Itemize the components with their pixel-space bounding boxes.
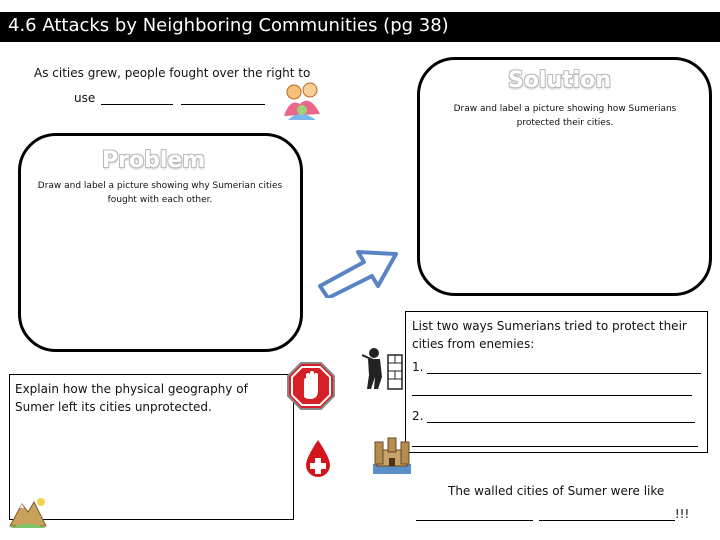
mountain-icon <box>8 494 48 530</box>
walled-line-2 <box>416 507 689 521</box>
list-item-2-blank[interactable] <box>427 410 695 423</box>
list-item-1-blank-2[interactable] <box>412 395 692 396</box>
walled-exclaim: !!! <box>674 507 690 521</box>
intro-use-label: use <box>74 91 96 105</box>
walled-blank-2[interactable] <box>539 508 675 521</box>
intro-line-1: As cities grew, people fought over the right to <box>34 66 311 80</box>
list-prompt: List two ways Sumerians tried to protect their cities from enemies: <box>412 319 687 351</box>
intro-line-2 <box>74 91 265 105</box>
list-item-2-label: 2. <box>412 409 424 423</box>
list-item-1-blank[interactable] <box>427 361 701 374</box>
list-item-2 <box>412 409 695 423</box>
list-item-2-blank-2[interactable] <box>412 446 698 447</box>
problem-instruction: Draw and label a picture showing why Sumerian cities fought with each other. <box>37 181 283 205</box>
list-item-1-label: 1. <box>412 360 424 374</box>
intro-blank-2[interactable] <box>181 92 265 105</box>
blood-drop-icon <box>304 438 332 478</box>
title-bar <box>0 12 720 42</box>
explain-prompt: Explain how the physical geography of Sumer left its cities unprotected. <box>15 382 248 414</box>
soldier-wall-icon <box>360 345 404 391</box>
solution-instruction: Draw and label a picture showing how Sumerians protected their cities. <box>453 104 677 128</box>
intro-blank-1[interactable] <box>101 92 173 105</box>
page-title: 4.6 Attacks by Neighboring Communities (pg 38) <box>8 15 449 36</box>
walled-line-1: The walled cities of Sumer were like <box>448 484 665 498</box>
list-item-1 <box>412 360 701 374</box>
castle-icon <box>369 436 415 476</box>
stop-hand-icon <box>286 361 336 411</box>
problem-heading: Problem <box>102 148 206 173</box>
walled-blank-1[interactable] <box>416 508 533 521</box>
solution-heading: Solution <box>508 68 611 93</box>
arrow-right-icon <box>312 238 402 298</box>
children-fighting-icon <box>280 80 324 124</box>
